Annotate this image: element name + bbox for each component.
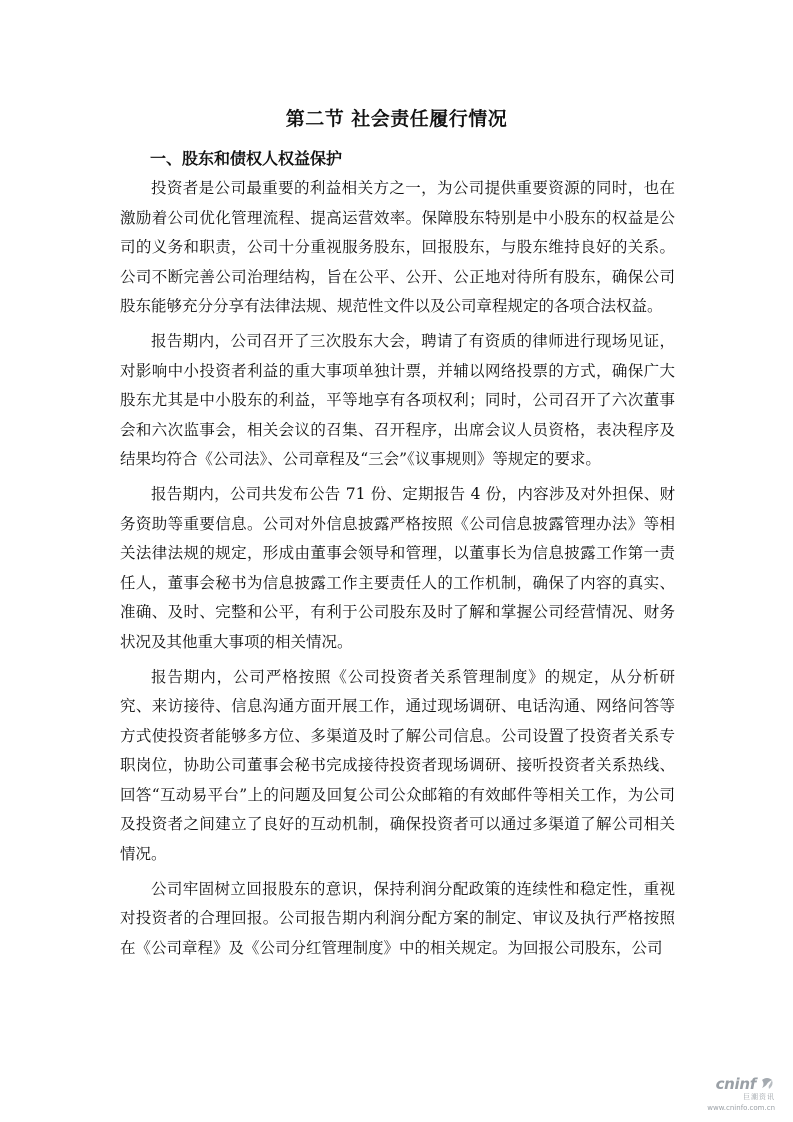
cninf-watermark [707,1075,775,1112]
body-text [120,174,675,968]
watermark-brand: cninf [715,1075,756,1093]
watermark-url: www.cninfo.com.cn [707,1104,775,1112]
section-heading: 一、股东和债权人权益保护 [150,149,343,168]
cninf-logo-icon [759,1076,775,1092]
paragraph-4: 报告期内，公司严格按照《公司投资者关系管理制度》的规定，从分析研究、来访接待、信息沟通方面开展工作，通过现场调研、电话沟通、网络问答等方式使投资者能够多方位、多渠道及时了解公司信息。公司设置了投资者关系专职岗位，协助公司董事会秘书完成接待投资者现场调研、接听投资者关系热线、回答“互动易平台”上的问题及回复公司公众邮箱的有效邮件等相关工作，为公司及投资者之间建立了良好的互动机制，确保投资者可以通过多渠道了解公司相关情况。 [120,667,675,864]
paragraph-3: 报告期内，公司共发布公告 71 份、定期报告 4 份，内容涉及对外担保、财务资助等重要信息。公司对外信息披露严格按照《公司信息披露管理办法》等相关法律法规的规定，形成由董事会领导和管理，以董事长为信息披露工作第一责任人，董事会秘书为信息披露工作主要责任人的工作机制，确保了内容的真实、准确、及时、完整和公平，有利于公司股东及时了解和掌握公司经营情况、财务状况及其他重大事项的相关情况。 [120,484,675,651]
paragraph-1: 投资者是公司最重要的利益相关方之一，为公司提供重要资源的同时，也在激励着公司优化管理流程、提高运营效率。保障股东特别是中小股东的权益是公司的义务和职责，公司十分重视服务股东，回报股东，与股东维持良好的关系。公司不断完善公司治理结构，旨在公平、公开、公正地对待所有股东，确保公司股东能够充分分享有法律法规、规范性文件以及公司章程规定的各项合法权益。 [120,179,675,316]
watermark-brand-cn: 巨潮资讯 [743,1093,775,1101]
page-title: 第二节 社会责任履行情况 [285,108,508,130]
paragraph-5: 公司牢固树立回报股东的意识，保持利润分配政策的连续性和稳定性，重视对投资者的合理回报。公司报告期内利润分配方案的制定、审议及执行严格按照在《公司章程》及《公司分红管理制度》中的相关规定。为回报公司股东，公司 [120,879,675,957]
paragraph-2: 报告期内，公司召开了三次股东大会，聘请了有资质的律师进行现场见证，对影响中小投资者利益的重大事项单独计票，并辅以网络投票的方式，确保广大股东尤其是中小股东的利益，平等地享有各项权利；同时，公司召开了六次董事会和六次监事会，相关会议的召集、召开程序，出席会议人员资格，表决程序及结果均符合《公司法》、公司章程及“三会”《议事规则》等规定的要求。 [120,331,675,469]
